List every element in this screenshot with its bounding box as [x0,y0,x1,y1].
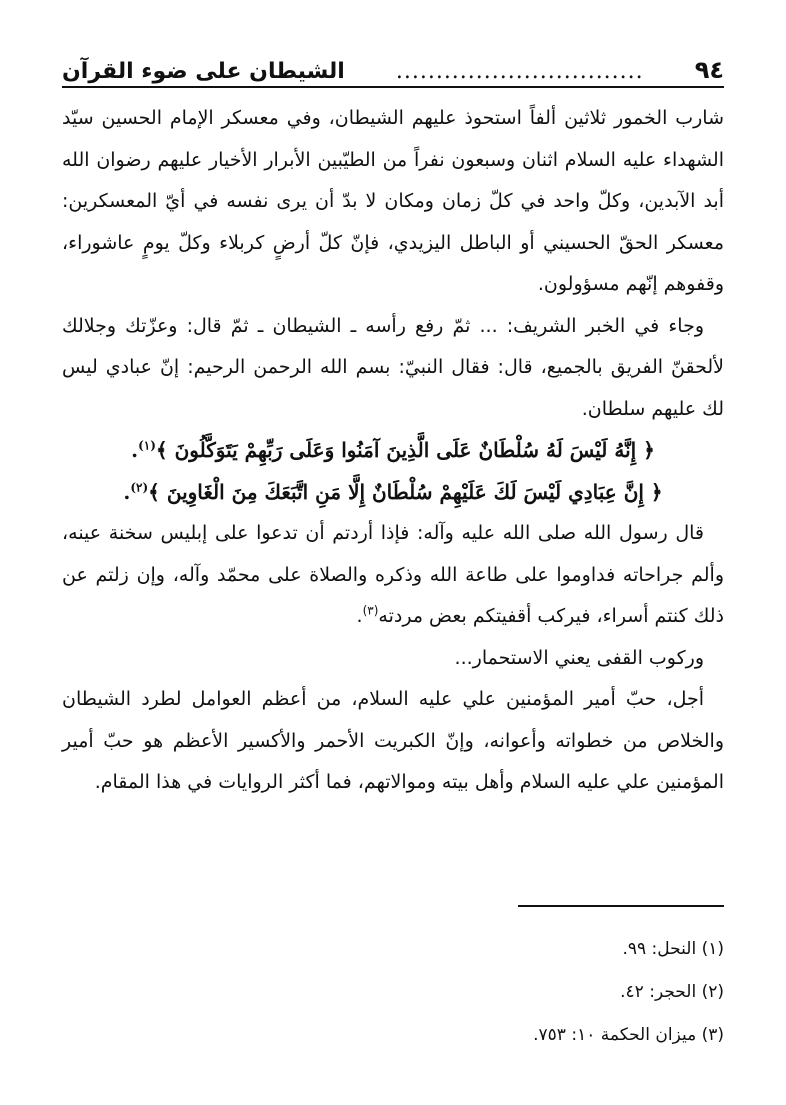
running-header [62,48,724,84]
verse-1-end: . [131,438,139,462]
footnote-3: (٣) ميزان الحكمة ١٠: ٧٥٣. [533,1025,724,1045]
main-text [62,98,724,804]
paragraph-3-footnote-ref: (٣) [362,603,379,618]
paragraph-1: شارب الخمور ثلاثين ألفاً استحوذ عليهم الشيطان، وفي معسكر الإمام الحسين سيّد الشهداء عليه السلام اثنان وسبعون نفراً من الطيّبين الأبرار الأخيار عليهم رضوان الله أبد الآبدين، وكلّ واحد في كلّ زمان ومكان لا بدّ أن يرى نفسه في أيّ المعسكرين: معسكر الحقّ الحسيني أو الباطل اليزيدي، فإنّ كلّ أرضٍ كربلاء وكلّ يومٍ عاشوراء، وقفوهم إنّهم مسؤولون. [62,107,724,295]
chapter-title: الشيطان على ضوء القرآن [62,59,345,84]
footnote-1: (١) النحل: ٩٩. [622,939,724,959]
footnotes [62,928,724,1057]
verse-1-text: ﴿ إِنَّهُ لَيْسَ لَهُ سُلْطَانٌ عَلَى الَّذِينَ آمَنُوا وَعَلَى رَبِّهِمْ يَتَوَكَّلُونَ ﴾ [155,438,655,462]
verse-2-end: . [123,479,131,504]
header-rule [62,86,724,88]
footnote-separator [518,905,724,907]
verse-2-footnote-ref: (٢) [130,479,149,494]
paragraph-3-end: . [356,605,363,627]
quran-verse-1 [62,430,724,472]
header-dots: ............................... [395,59,644,84]
paragraph-4: وركوب القفى يعني الاستحمار... [454,646,704,669]
footnote-2: (٢) الحجر: ٤٢. [620,982,724,1002]
paragraph-3-text: قال رسول الله صلى الله عليه وآله: فإذا أردتم أن تدعوا على إبليس سخنة عينه، وألم جراحاته فداوموا على طاعة الله وذكره والصلاة على محمّد وآله، وإن زلتم عن ذلك كنتم أسراء، فيركب أقفيتكم بعض مردته [62,522,724,627]
paragraph-2: وجاء في الخبر الشريف: ... ثمّ رفع رأسه ـ الشيطان ـ ثمّ قال: وعزّتك وجلالك لألحقنّ الفريق بالجميع، قال: فقال النبيّ: بسم الله الرحمن الرحيم: إنّ عبادي ليس لك عليهم سلطان. [62,314,724,420]
verse-1-footnote-ref: (١) [138,438,156,453]
quran-verse-2 [62,472,724,514]
paragraph-3 [62,513,724,638]
verse-2-text: ﴿ إِنَّ عِبَادِي لَيْسَ لَكَ عَلَيْهِمْ سُلْطَانٌ إِلَّا مَنِ اتَّبَعَكَ مِنَ الْغَاوِينَ ﴾ [148,479,663,504]
paragraph-5: أجل، حبّ أمير المؤمنين علي عليه السلام، من أعظم العوامل لطرد الشيطان والخلاص من خطواته وأعوانه، وإنّ الكبريت الأحمر والأكسير الأعظم هو حبّ أمير المؤمنين علي عليه السلام وأهل بيته وموالاتهم، فما أكثر الروايات في هذا المقام. [62,688,724,793]
page-number: ٩٤ [694,56,724,84]
